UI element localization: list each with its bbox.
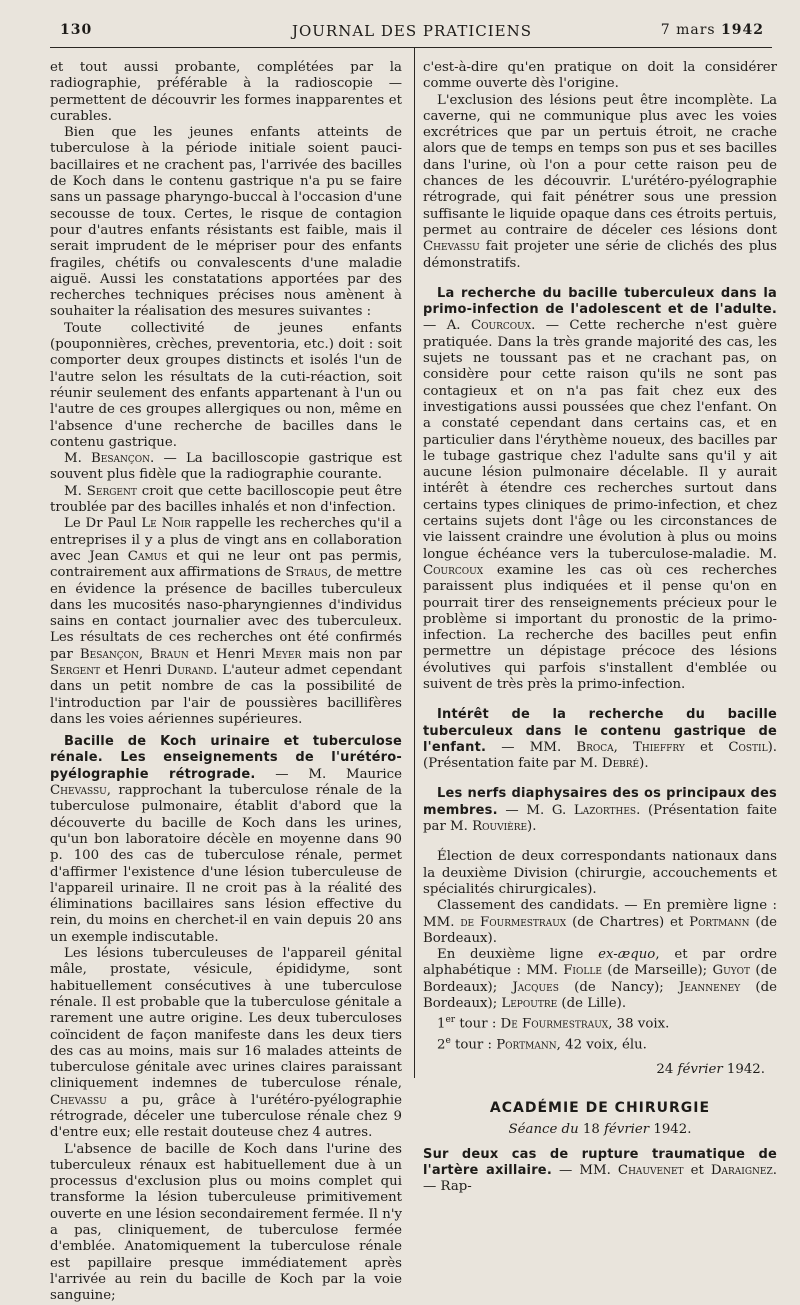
section-heading: La recherche du bacille tuberculeux dans la primo-infection de l'adolescent et de l'adulte.	[423, 285, 777, 318]
section-entry: Bacille de Koch urinaire et tuberculose rénale. Les enseignements de l'urétéro-pyélographie rétrograde. — M. Maurice Chevassu, rapprochant la tuberculose rénale de la tuberculose pulmonaire, établit d'abord que la découverte du bacille de Koch dans les urines, qu'un bon laboratoire décèle en moyenne dans 90 p. 100 des cas de tuberculose rénale, permet d'affirmer l'existence d'une lésion tuberculeuse de l'appareil urinaire. Il ne croit pas à la réalité des éliminations bacillaires sans lésion effective du rein, du moins en cherchet-il en vain depuis 20 ans un exemple indiscutable.	[50, 734, 402, 945]
paragraph: L'absence de bacille de Koch dans l'urine des tuberculeux rénaux est habituellement due à un processus d'exclusion plus ou moins complet qui transforme la lésion tuberculeuse primitivement ouverte en une lésion secondairement fermée. Il n'y a pas, cliniquement, de tuberculose fermée d'emblée. Anatomiquement la tuberculose rénale est papillaire presque immédiatement après l'arrivée au rein du bacille de Koch par la voie sanguine;	[50, 1141, 402, 1304]
session-date: 24 février 1942.	[656, 1061, 765, 1077]
academy-heading: ACADÉMIE DE CHIRURGIE	[489, 1100, 711, 1117]
section-entry: Les nerfs diaphysaires des os principaux des membres. — M. G. Lazorthes. (Présentation faite par M. Rouvière).	[423, 786, 778, 835]
journal-title: JOURNAL DES PRATICIENS	[291, 22, 533, 40]
header-rule	[50, 47, 772, 48]
issue-date: 7 mars 1942	[660, 22, 764, 38]
running-header	[60, 22, 764, 46]
paragraph: Le Dr Paul Le Noir rappelle les recherches qu'il a entreprises il y a plus de vingt ans en collaboration avec Jean Camus et qui ne leur ont pas permis, contrairement aux affirmations de Straus, de mettre en évidence la présence de bacilles tuberculeux dans les mucosités naso-pharyngiennes d'individus sains en contact journalier avec des tuberculeux. Les résultats de ces recherches ont été confirmés par Besançon, Braun et Henri Meyer mais non par Sergent et Henri Durand. L'auteur admet cependant dans un petit nombre de cas la possibilité de l'introduction par l'air de poussières bacillifères dans les voies aériennes supérieures.	[50, 516, 403, 727]
section-entry: Sur deux cas de rupture traumatique de l'artère axillaire. — MM. Chauvenet et Daraignez. — Rap-	[423, 1146, 777, 1195]
section-entry: La recherche du bacille tuberculeux dans la primo-infection de l'adolescent et de l'adulte. — A. Courcoux. — Cette recherche n'est guère pratiquée. Dans la très grande majorité des cas, les sujets ne toussant pas et ne crachant pas, on considère pour cette raison qu'ils ne sont pas contagieux et on n'a pas fait chez eux des investigations aussi poussées que chez l'enfant. On a constaté cependant dans certains cas, et en particulier dans l'érythème noueux, des bacilles par le tubage gastrique chez l'adulte sans qu'il y ait aucune lésion pulmonaire décelable. Il y aurait intérêt à étendre ces recherches surtout dans certains types cliniques de primo-infection, et chez certains sujets dont l'âge ou les circonstances de vie laissent craindre une évolution à plus ou moins longue échéance vers la tuberculose-maladie. M. Courcoux examine les cas où ces recherches paraissent plus indiquées et il pense qu'on en pourrait tirer des renseignements précieux pour le problème si important du pronostic de la primo-infection. La recherche des bacilles peut enfin permettre un dépistage précoce des lésions évolutives qui parfois s'installent d'emblée ou suivent de très près la primo-infection.	[423, 285, 777, 692]
section-entry: Intérêt de la recherche du bacille tuberculeux dans le contenu gastrique de l'enfant. — MM. Broca, Thieffry et Costil). (Présentation faite par M. Debré).	[423, 707, 777, 772]
vote-round: 1er tour : De Fourmestraux, 38 voix.	[437, 1015, 670, 1032]
paragraph: et tout aussi probante, complétées par la radiographie, préférable à la radioscopie — permettent de découvrir les formes inapparentes et curables.	[50, 60, 402, 124]
paragraph: Bien que les jeunes enfants atteints de tuberculose à la période initiale soient pauci-bacillaires et ne crachent pas, l'arrivée des bacilles de Koch dans le contenu gastrique n'a pu se faire sans un passage pharyngo-buccal à l'occasion d'une secousse de toux. Certes, le risque de contagion pour d'autres enfants résistants est faible, mais il serait imprudent de le mépriser pour des enfants fragiles, chétifs ou convalescents d'une maladie aiguë. Aussi les constatations apportées par des recherches techniques précises nous amènent à souhaiter la réalisation des mesures suivantes :	[50, 125, 402, 320]
paragraph: Classement des candidats. — En première ligne : MM. de Fourmestraux (de Chartres) et Portmann (de Bordeaux).	[423, 898, 777, 946]
paragraph: En deuxième ligne ex-æquo, et par ordre alphabétique : MM. Fiolle (de Marseille); Guyot (de Bordeaux); Jacques (de Nancy); Jeanneney (de Bordeaux); Lepoutre (de Lille).	[423, 947, 778, 1012]
paragraph: Élection de deux correspondants nationaux dans la deuxième Division (chirurgie, accouchements et spécialités chirurgicales).	[423, 849, 777, 897]
paragraph: Les lésions tuberculeuses de l'appareil génital mâle, prostate, vésicule, épididyme, sont habituellement consécutives à une tuberculose rénale. Il est probable que la tuberculose génitale a rarement une autre origine. Les deux tuberculoses coïncident de façon manifeste dans les deux tiers des cas au moins, mais sur 16 malades atteints de tuberculose génitale avec urines claires paraissant cliniquement indemnes de tuberculose rénale, Chevassu a pu, grâce à l'urétéro-pyélographie rétrograde, déceler une tuberculose rénale chez 9 d'entre eux; elle restait douteuse chez 4 autres.	[50, 946, 402, 1141]
right-column	[423, 60, 777, 1196]
paragraph: M. Besançon. — La bacilloscopie gastrique est souvent plus fidèle que la radiographie courante.	[50, 451, 402, 483]
section-heading: Bacille de Koch urinaire et tuberculose rénale. Les enseignements de l'urétéro-pyélographie rétrograde.	[50, 734, 402, 782]
seance-line: Séance du 18 février 1942.	[508, 1122, 692, 1138]
page-number: 130	[60, 22, 93, 38]
column-divider	[414, 48, 415, 1078]
paragraph: M. Sergent croit que cette bacilloscopie peut être troublée par des bacilles inhalés et non d'infection.	[50, 483, 402, 516]
paragraph: L'exclusion des lésions peut être incomplète. La caverne, qui ne communique plus avec les voies excrétrices que par un pertuis étroit, ne crache alors que de temps en temps son pus et ses bacilles dans l'urine, où l'on a pour cette raison peu de chances de les découvrir. L'urétéro-pyélographie rétrograde, qui fait pénétrer sous une pression suffisante le liquide opaque dans ces étroits pertuis, permet au contraire de déceler ces lésions dont Chevassu fait projeter une série de clichés des plus démonstratifs.	[423, 92, 777, 271]
section-heading: Sur deux cas de rupture traumatique de l'artère axillaire.	[423, 1146, 777, 1178]
vote-round: 2e tour : Portmann, 42 voix, élu.	[437, 1036, 647, 1053]
paragraph: c'est-à-dire qu'en pratique on doit la considérer comme ouverte dès l'origine.	[423, 60, 777, 92]
left-column	[50, 60, 402, 1305]
section-heading: Intérêt de la recherche du bacille tuberculeux dans le contenu gastrique de l'enfant.	[423, 707, 777, 755]
section-heading: Les nerfs diaphysaires des os principaux des membres.	[423, 786, 777, 818]
paragraph: Toute collectivité de jeunes enfants (pouponnières, crèches, preventoria, etc.) doit : soit comporter deux groupes distincts et isolés l'un de l'autre selon les résultats de la cuti-réaction, soit réunir seulement des enfants appartenant à l'un ou l'autre de ces groupes allergiques ou non, même en l'absence d'une recherche de bacilles dans le contenu gastrique.	[50, 320, 402, 450]
